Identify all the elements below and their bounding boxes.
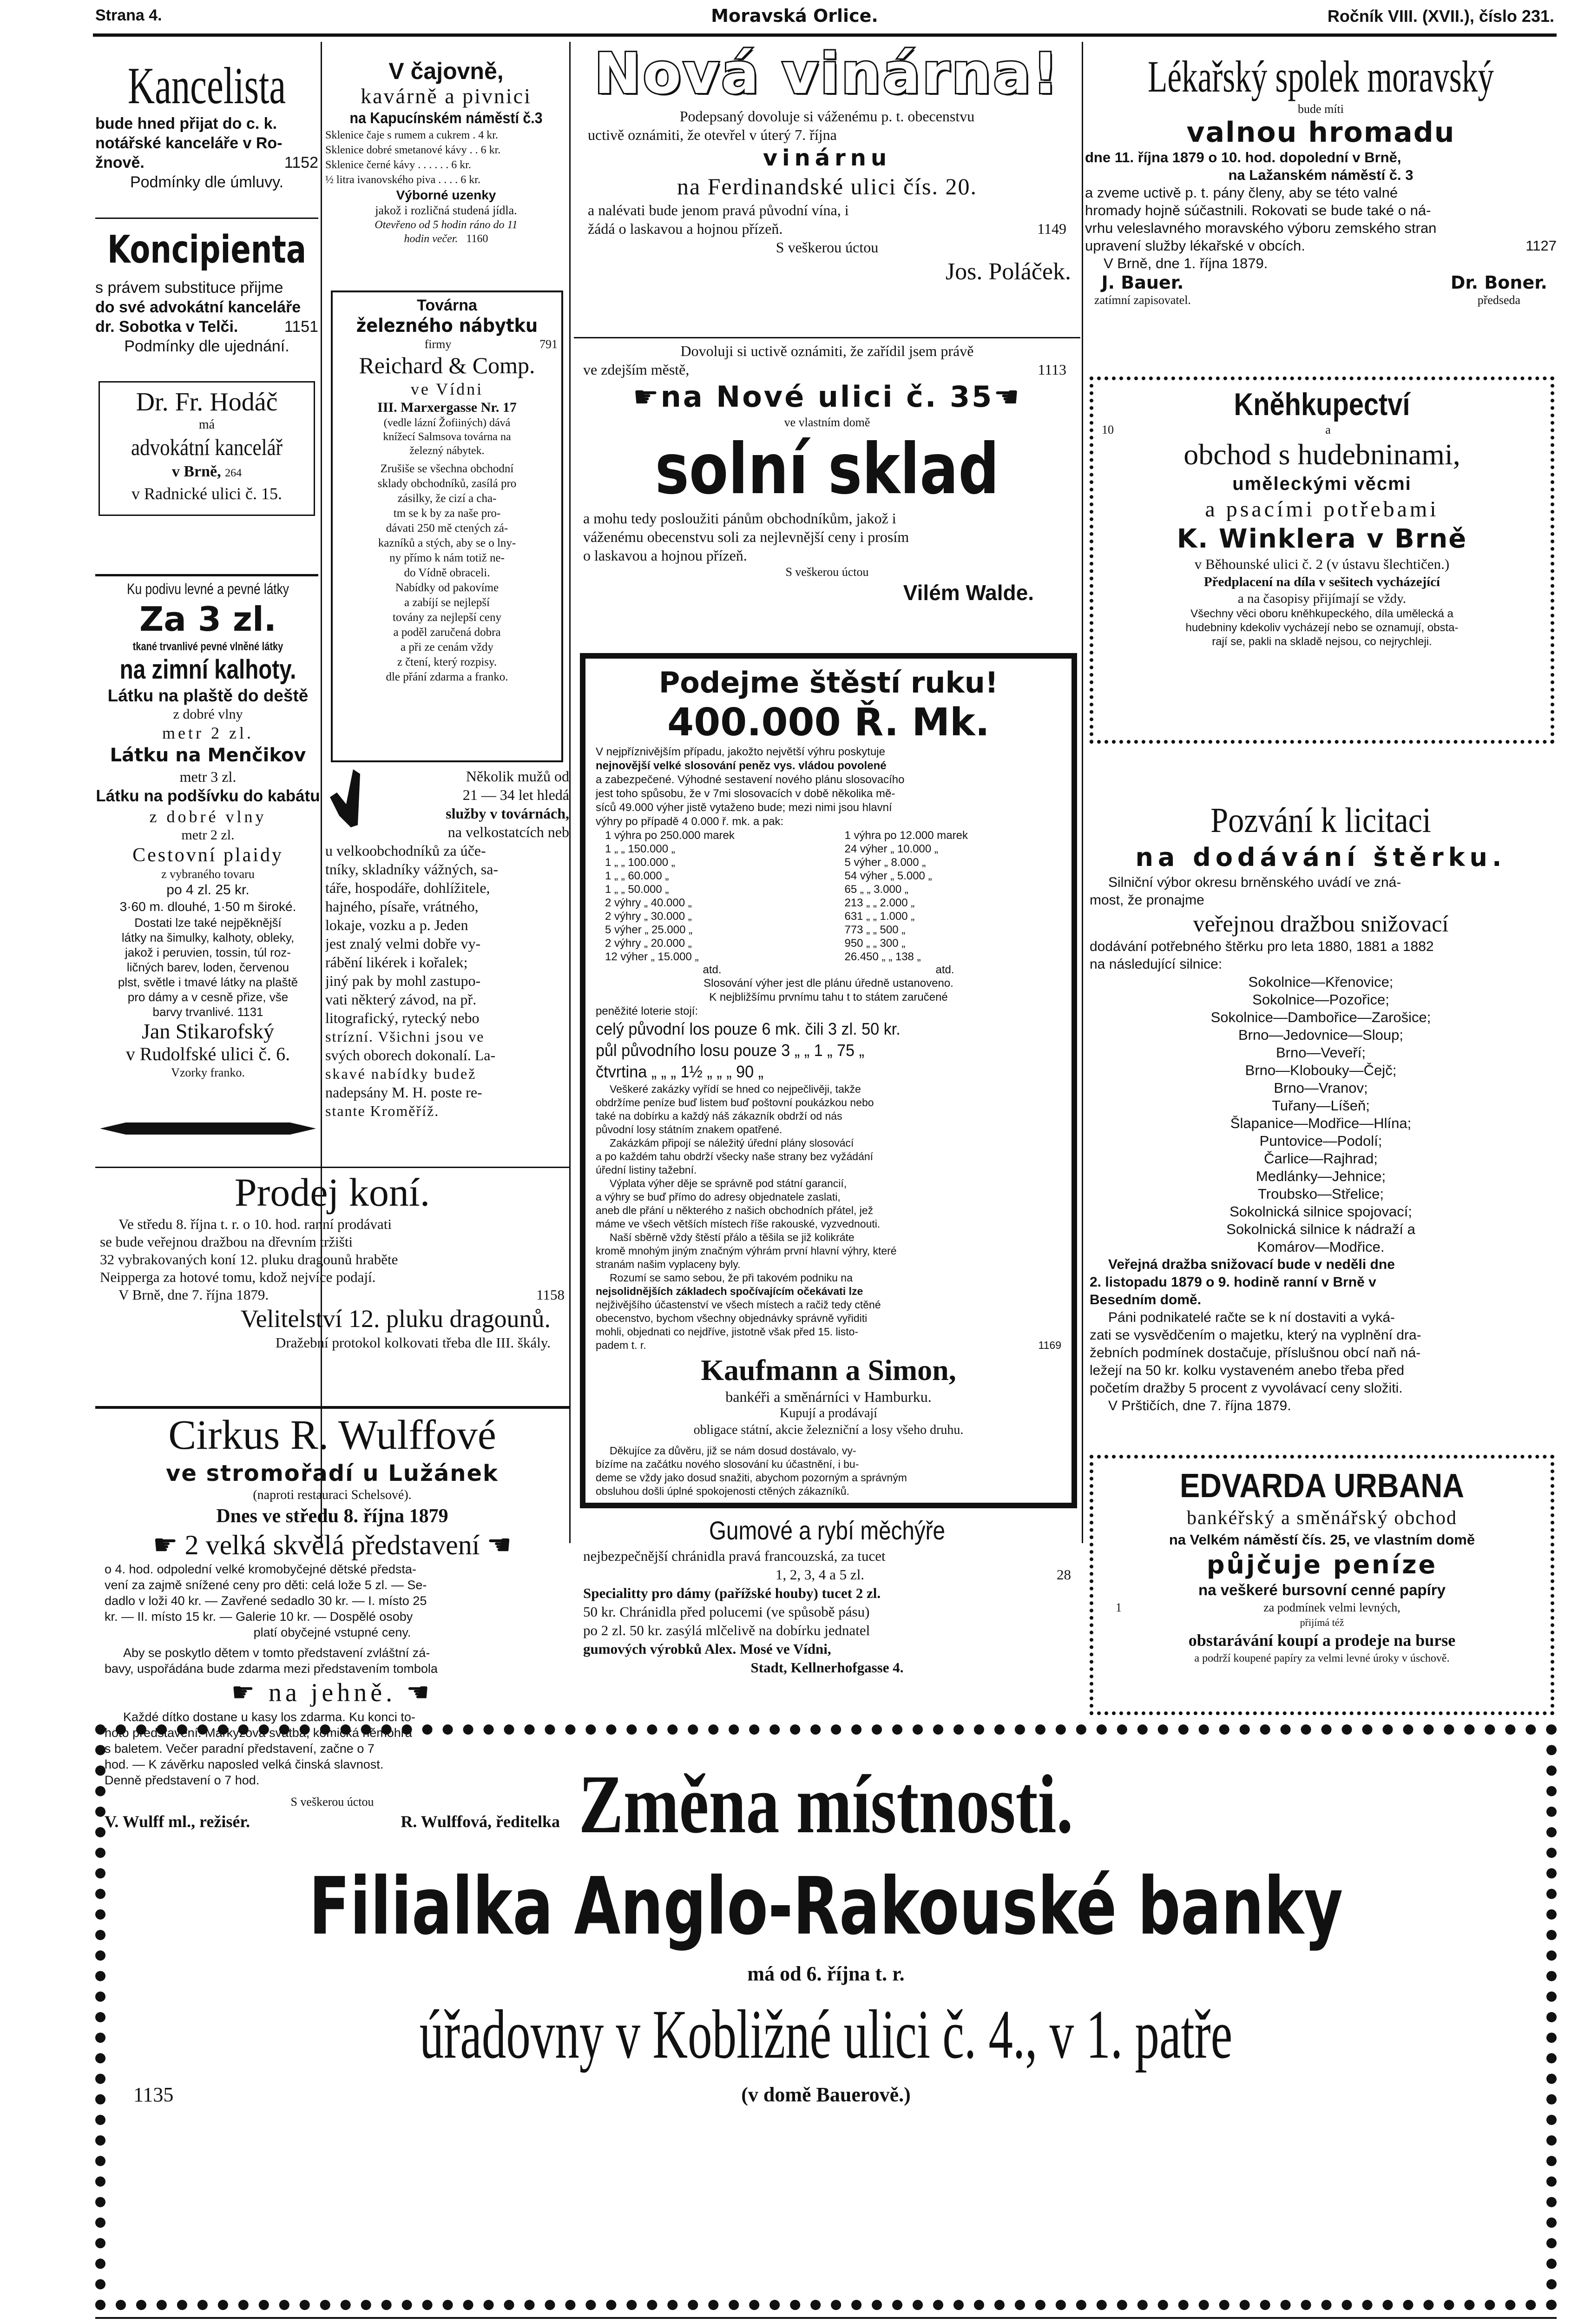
ad-title: Pozvání k licitaci [1210,801,1431,840]
road-item: Medlánky—Jehnice; [1256,1168,1386,1184]
prize-cell: 1 „ „ 50.000 „ [605,883,669,896]
ad-vinarna [574,42,1080,376]
ad-title: Nová vinárna! [594,42,1060,106]
ad-text: v Brně, 264 [171,463,242,480]
ad-text: bude hned přijat do c. k. [95,115,277,132]
pointing-hand-icon: ☛ [231,1678,269,1707]
ad-text: a poděl zaručená dobra [393,626,501,639]
prize-cell: 631 „ „ 1.000 „ [844,910,915,923]
prize-row [596,950,1061,964]
ad-text: metr 3 zl. [179,768,237,785]
road-item: Sokolnická silnice spojovací; [1229,1203,1412,1220]
divider [95,1406,569,1409]
ad-text: ny přímo k nám totiž ne- [389,552,505,564]
ad-text: továny za nejlepší ceny [393,611,501,624]
ad-text: notářské kanceláře v Ro- [95,134,283,152]
ad-anglo-rakouska-banka [95,1724,1557,2310]
ad-text: atd. [703,964,722,976]
ad-text: (vedle lázní Žofiiných) dává [383,417,511,429]
ad-text: uměleckými věcmi [1232,474,1412,494]
ad-text: dávati 250 mě ctených zá- [386,522,508,535]
ad-text: Reichard & Comp. [359,352,535,378]
ad-text: Veškeré zakázky vyřídí se hned co nejpečlivěji, takže obdržíme peníze buď listem buď poštovní poukázkou nebo také na dobírku a každý náš zákazník obdrží od nás původní losy státním znakem opatřené. Zakázkám připojí se náležitý úřední plány slosovácí a po každém tahu obdrží všecky naše strany bez vyžádání úřední listiny tažební. Výplata výher děje se správně pod státní garancií, a výhry se buď přímo do adresy objednatele zaslati, aneb dle přání u některého z našich obchodních přátel, jež máme ve všech větších místech říše rakouské, vyzvednouti. Naší sběrně vždy štěstí přálo a těšila se již kolikráte kromě mnohým jiným značným výhrám první hlavní výhry, které stranám našim vyplaceny byly. Rozumí se samo sebou, že při takovém podniku na nejsolidnějších základech spočívajícím očekávati lze nejživějšího účastenství ve všech místech a račiž tedy ctěné obecenstvo, bychom všechny objednávky správně vyřiditi mohli, objednati co nejdříve, jistotně však před 15. listo- padem t. r. 1169 [596,1083,1061,1351]
ad-text: a podrží koupené papíry za velmi levné úroky v úschově. [1194,1652,1450,1664]
ad-text: úřadovny v Kobližné ulici č. 4., v 1. patře [419,1996,1233,2073]
ad-text: Dnes ve středu 8. října 1879 [216,1505,448,1527]
ad-text: skavé nabídky budež [325,1065,477,1082]
ad-signature: V. Wulff ml., režisér. [105,1812,250,1831]
pointing-hand-icon: ☛ [152,1530,185,1560]
ad-text: z dobré vlny [149,807,267,826]
ad-text: Dražební protokol kolkovati třeba dle III. škály. [276,1334,551,1351]
ad-text: ve zdejším městě, 1113 [583,361,1066,378]
ad-title: Změna místnosti. [579,1758,1073,1850]
ad-licitace [1085,799,1557,1473]
ad-subtitle: Filialka Anglo-Rakouské banky [309,1861,1343,1953]
prize-cell: 26.450 „ „ 138 „ [844,951,921,963]
ad-text: předseda [1477,293,1521,307]
decorative-bar [100,1122,316,1135]
footer-imprint [95,2322,1557,2324]
ad-text: ve Vídni [410,380,484,398]
ad-text: Továrna [417,297,477,314]
pointing-hand-icon: ☛ [633,380,661,414]
pointing-hand-icon: ☚ [396,1678,434,1707]
ad-text: Děkujíce za důvěru, již se nám dosud dostávalo, vy- bízíme na začátku nového slosování ku účastnění, i bu- deme se vždy jako dosud snažiti, abychom pozorným a správným obsluhou došli úplné spokojenosti ctěných zákazníků. [596,1445,907,1497]
ad-text: 3·60 m. dlouhé, 1·50 m široké. [119,899,296,914]
ad-title: Koncipienta [107,228,307,272]
menu-item: Sklenice černé kávy . . . . . . 6 kr. [325,159,471,171]
ad-solni-sklad [574,342,1080,644]
ad-text: 1 za podmínek velmi levných, [1116,1601,1400,1614]
ad-subtitle: ☛na Nové ulici č. 35☚ [633,380,1021,414]
masthead: Moravská Orlice. [711,6,878,26]
ad-text: Zrušiše se všechna obchodní [380,462,514,475]
ad-title: Kancelista [127,58,286,115]
ad-text: Ve středu 8. října t. r. o 10. hod. ranní prodávati se bude veřejnou dražbou na dřevním tržišti 32 vybrakovaných koní 12. pluku dragounů hraběte Neipperga za hotové tomu, kdož nejvíce podají. V Brně, dne 7. října 1879. 1158 [100,1216,565,1303]
ad-text: služby v továrnách, [446,805,569,822]
ad-urban [1090,1455,1554,1715]
ad-text: přijímá též [1300,1617,1344,1628]
ad-text: rábění likérek i kořalek; [325,954,468,971]
ad-subtitle: ☛ na jehně. ☚ [231,1678,434,1707]
prize-cell: 1 výhra po 250.000 marek [605,829,735,842]
road-item: Šlapanice—Modřice—Hlína; [1230,1115,1412,1131]
ad-text: 1135 (v domě Bauerově.) [133,2083,911,2106]
ad-text: dr. Sobotka v Telči. 1151 [95,318,318,336]
footer-rule [95,2317,1557,2319]
ad-latky [95,579,321,1118]
ad-text: K. Winklera v Brně [1177,524,1467,554]
divider [95,1167,569,1168]
ad-text: bankéři a směnárníci v Hamburku. Kupují a prodávají obligace státní, akcie železniční a losy všeho druhu. [693,1388,964,1437]
column-divider [569,42,571,1543]
ad-text: S veškerou úctou [290,1795,374,1809]
ad-text: Vzorky franko. [171,1066,245,1079]
ad-text: na Velkém náměstí čís. 25, ve vlastním domě [1169,1532,1475,1548]
ad-text: S veškerou úctou [776,239,879,256]
ad-text: strízní. Všichni jsou ve [325,1028,485,1045]
ad-text: kavárně a pivnici [361,84,532,108]
road-item: Tuřany—Líšeň; [1272,1097,1370,1114]
ad-text: V nejpříznivějším případu, jakožto největší výhru poskytuje nejnovější velké slosování peněz vys. vládou povolené a zabezpečené. Výhodné sestavení nového plánu slosovacího jest toho spůsobu, že v 7mi slosovacích v době několika mě- síců 49.000 výher jistě vytaženo bude; mezi nimi jsou hlavní výhry po případě 4 0.000 ř. mk. a pak: [596,746,905,828]
ad-text: dodávání potřebného štěrku pro leta 1880, 1881 a 1882 na následující silnice: [1090,939,1434,972]
road-item: Troubsko—Střelice; [1257,1186,1384,1202]
prize-cell: 1 „ „ 150.000 „ [605,843,675,855]
ad-text: Ku podivu levné a pevné látky [127,581,289,597]
ad-text: dle přání zdarma a franko. [386,671,508,683]
ad-signature: J. Bauer. [1101,272,1184,293]
ad-text: Cestovní plaidy [132,845,283,866]
ad-subtitle: valnou hromadu [1186,116,1455,149]
ad-title: solní sklad [655,429,999,510]
ad-prodej-koni [95,1169,569,1411]
ad-text: Dostati lze také nejpěknější [134,916,282,930]
pointing-hand-icon: ☚ [480,1530,512,1560]
ad-text: po 4 zl. 25 kr. [166,882,250,898]
prize-cell: 2 výhry „ 40.000 „ [605,897,692,909]
prize-cell: 213 „ „ 2.000 „ [844,897,915,909]
ad-signature: Dr. Boner. [1450,272,1547,293]
ad-text: z čtení, který rozpisy. [397,656,497,668]
ad-text: Slosování výher jest dle plánu úředně ustanoveno. K nejbližšímu prvnímu tahu t to státem zaručené peněžité loterie stojí: [596,977,953,1017]
ad-text: sklady obchodníků, zasílá pro [377,477,517,490]
ad-text: Nabídky od pakovíme [395,581,499,594]
ad-koncipienta [95,222,318,380]
ad-text: firmy 791 [424,337,558,351]
ad-text: zatímní zapisovatel. [1094,293,1191,307]
ad-text: a při ze cenám vždy [401,641,493,654]
ad-text: svých oborech dokonalí. La- [325,1047,496,1063]
ad-signature: Jos. Poláček. [945,258,1071,285]
road-item: Sokolnická silnice k nádraží a [1226,1221,1415,1237]
ad-text: u velkoobchodníků za úče- [325,842,486,859]
ad-text: táře, hospodáře, dohlížitele, [325,879,490,896]
ad-text: jiný pak by mohl zastupo- [325,972,481,989]
prize-table [596,829,1061,964]
prize-row [596,896,1061,910]
ad-text: Několik mužů od [466,768,569,785]
divider [95,218,318,219]
ad-text: do své advokátní kanceláře [95,298,301,316]
ad-text: Látku na podšívku do kabátu [96,787,320,805]
ad-text: zásilky, že cizí a cha- [397,492,497,505]
prize-cell: 24 výher „ 10.000 „ [844,843,938,855]
ad-text: tkané trvanlivé pevné vlněné látky [132,640,283,653]
prize-cell: 5 výher „ 8.000 „ [844,856,926,869]
ad-text: ličných barev, loden, červenou [126,960,289,974]
ad-text: v Rudolfské ulici č. 6. [125,1043,290,1064]
ad-text: plst, světle i tmavé látky na plaště [118,975,298,989]
ad-amount: 400.000 Ř. Mk. [667,700,990,745]
ad-text: Veřejná dražba snižovací bude v neděli dne 2. listopadu 1879 o 9. hodině ranní v Brně v Besedním domě. Páni podnikatelé račte se k ní dostaviti a vyká- zati se vysvědčením o majetku, který na vyplnění dra- žebních podmínek dostačuje, příslušnou obcí naň ná- ležejí na 50 kr. kolku vystaveném anebo třeba před početím dražby 5 procent z vyvolávací ceny složiti. V Prštičích, dne 7. října 1879. [1090,1257,1421,1413]
ad-signature: Vilém Walde. [903,581,1034,605]
ad-tovarna [331,290,563,762]
ad-loterie [580,653,1077,1508]
ad-text: jakož i peruvien, tossin, túl roz- [125,945,291,959]
prize-cell: 5 výher „ 25.000 „ [605,924,693,936]
ad-text: obstarávání koupí a prodeje na burse [1188,1631,1456,1650]
ad-text: jakož i rozličná studená jídla. [375,204,517,217]
ad-text: bankéřský a směnářský obchod [1186,1507,1458,1529]
ad-text: s právem substituce přijme [95,279,283,297]
prize-cell: 2 výhry „ 20.000 „ [605,937,692,950]
prize-row [596,910,1061,923]
ad-text: atd. [935,964,954,976]
prize-cell: 773 „ „ 500 „ [844,924,906,936]
ad-title: Gumové a rybí měchýře [709,1516,945,1545]
ad-text: železný nábytek. [409,445,485,457]
ad-text: ve stromořadí u Lužánek [166,1460,499,1486]
prize-row [596,923,1061,937]
ad-text: dne 11. října 1879 o 10. hod. dopolední v Brně, na Lažanském náměstí č. 3 a zveme uctivě p. t. pány členy, aby se této valné hromady hojně súčastnili. Rokovati se bude také o ná- vrhu veleslavného moravského výboru zemského stran upravení služby lékařské v obcích. 1127 V Brně, dne 1. října 1879. [1085,149,1557,271]
ad-text: (naproti restauraci Schelsové). [253,1488,412,1502]
ad-text: tníky, skladníky vážných, sa- [325,861,499,878]
road-item: Brno—Vranov; [1274,1080,1368,1096]
ad-text: Předplacení na díla v sešitech vycházející a na časopisy přijímají se vždy. [1203,574,1440,606]
prize-cell: 12 výher „ 15.000 „ [605,951,699,963]
ad-text: kazníků a stých, aby se o lny- [378,537,516,549]
ad-text: látky na šimulky, kalhoty, obleky, [121,931,295,944]
ad-firm: Kaufmann a Simon, [701,1353,956,1386]
ad-text: na velkostatcích neb [447,824,569,840]
ad-text: tm se k by za naše pro- [393,507,501,520]
ad-text: ve vlastním domě [784,416,870,429]
ad-price: Za 3 zl. [139,600,276,639]
menu-item: Sklenice čaje s rumem a cukrem . 4 kr. [325,129,498,141]
issue-number: Ročník VIII. (XVII.), číslo 231. [1327,7,1554,26]
ad-text: a zabíjí se nejlepší [404,596,490,609]
road-item: Brno—Jedovnice—Sloup; [1238,1027,1403,1043]
prize-cell: 950 „ „ 300 „ [844,937,906,950]
ad-text: žádá o laskavou a hojnou přízeň. 1149 [588,220,1066,237]
ad-text: S veškerou úctou [785,565,869,579]
prize-cell: 65 „ „ 3.000 „ [844,883,908,896]
ad-cajovna [325,58,567,304]
pointing-hand-icon: ☚ [993,380,1021,414]
ad-text: Podmínky dle ujednání. [124,337,289,355]
ad-text: veřejnou dražbou snižovací [1193,911,1449,937]
ad-text: do Vídně obraceli. [404,567,490,579]
prize-row [596,883,1061,896]
ad-title: Lékařský spolek moravský [1148,52,1494,101]
prize-cell: 1 „ „ 60.000 „ [605,870,669,882]
road-item: Komárov—Modřice. [1257,1239,1385,1255]
road-item: Sokolnice—Křenovice; [1248,974,1394,990]
ad-mechyre [574,1514,1080,1700]
prize-row [596,842,1061,856]
ad-text: barvy trvanlivé. 1131 [152,1005,263,1019]
ad-text: Dovoluji si uctivě oznámiti, že zařídil jsem právě [680,343,974,359]
ad-text: Látku na plaště do deště [107,686,309,705]
ad-text: a mohu tedy posloužiti pánům obchodníkům, jakož i [583,510,896,527]
ad-text: Otevřeno od 5 hodin ráno do 11 [375,219,518,231]
ad-subtitle: ☛ 2 velká skvělá představení ☚ [152,1530,512,1560]
ad-text: lokaje, vozku a p. Jeden [325,917,468,933]
ad-signature: Velitelství 12. pluku dragounů. [240,1305,551,1333]
ad-text: na zimní kalhoty. [119,654,296,685]
prize-cell: 1 „ „ 100.000 „ [605,856,675,869]
ad-text: v Radnické ulici č. 15. [131,484,282,503]
ad-signature: R. Wulffová, ředitelka [401,1812,560,1831]
road-list [1085,973,1557,1256]
ad-text: pro dámy a v cesně přize, vše [127,990,289,1004]
ad-text: Silniční výbor okresu brněnského uvádí ve zná- most, že pronajme [1090,875,1401,908]
ad-knihkupectvi [1090,376,1554,744]
ad-subtitle: na dodávání štěrku. [1135,843,1506,872]
ad-subtitle: půjčuje peníze [1206,1550,1438,1579]
ad-text: 21 — 34 let hledá [462,786,569,803]
ad-title: železného nábytku [356,315,538,337]
road-item: Sokolnice—Pozořice; [1252,991,1389,1008]
ad-title: Kněhkupectví [1234,387,1410,422]
ad-text: a nalévati bude jenom pravá původní vína, i [588,202,849,218]
ad-text: má od 6. října t. r. [747,1962,905,1985]
ad-lekarsky-spolek [1085,51,1557,376]
ad-text: váženému obecenstvu soli za nejlevnější ceny i prosím [583,528,909,545]
road-item: Brno—Veveří; [1276,1044,1366,1061]
ad-text: nejbezpečnější chránidla pravá francouzská, za tucet 1, 2, 3, 4 a 5 zl. 28 Specialitty pro dámy (pařížské houby) tucet 2 zl. 50 kr. Chránidla před polucemi (ve spůsobě pásu) po 2 zl. 50 kr. zasýlá mlčelivě na dobírku jednatel gumových výrobků Alex. Mosé ve Vídni, Stadt, Kellnerhofgasse 4. [583,1548,1071,1676]
ad-title: Prodej koní. [234,1170,430,1215]
prize-cell: 2 výhry „ 30.000 „ [605,910,692,923]
road-item: Puntovice—Podolí; [1259,1133,1382,1149]
road-item: Sokolnice—Dambořice—Zarošice; [1210,1009,1431,1025]
ad-text: 10 a [1102,423,1331,436]
prize-row [596,869,1061,883]
column-divider [1082,42,1083,1543]
ad-subtitle: vinárnu [763,145,892,171]
ad-text: Výborné uzenky [396,188,496,202]
ad-title: V čajovně, [388,58,504,84]
ad-text: nadepsány M. H. poste re- [325,1084,482,1101]
ad-text: metr 2 zl. [162,724,254,742]
ad-text: bude míti [1298,102,1344,116]
ad-text: o laskavou a hojnou přízeň. [583,547,747,564]
divider [95,574,318,576]
ad-text: v Běhounské ulici č. 2 (v ústavu šlechtičen.) [1194,556,1450,572]
ad-text: má [198,417,215,432]
ad-text: celý původní los pouze 6 mk. čili 3 zl. 50 kr. půl původního losu pouze 3 „ „ 1 „ 75 „ čtvrtina „ „ „ 1½ „ „ „ 90 „ [596,1019,901,1081]
ad-hodac [99,381,315,516]
ad-text: žnově. 1152 [95,154,318,172]
ad-text: z dobré vlny [173,706,243,722]
ad-text: o 4. hod. odpolední velké kromobyčejné dětské předsta- vení za zajmě snížené ceny pro děti: celá lože 5 zl. — Se- dadlo v loži 40 kr. — Zavřené sedadlo 30 kr. — I. místo 25 kr. — II. místo 15 kr. — Galerie 10 kr. — Dospělé osoby platí obyčejné vstupné ceny. Aby se poskytlo dětem v tomto představení zvláštní zá- bavy, uspořádána bude zdarma mezi představením tombola [105,1562,438,1676]
prize-cell: 54 výher „ 5.000 „ [844,870,932,882]
ad-muzu [325,767,569,1167]
ad-text: Podepsaný dovoluje si váženému p. t. obecenstvu [679,108,975,125]
prize-row [596,856,1061,869]
ad-text: z vybraného tovaru [161,867,255,881]
ad-text: metr 2 zl. [181,827,235,843]
ad-text: litografický, rytecký nebo [325,1010,480,1026]
menu-item: ½ litra ivanovského piva . . . . 6 kr. [325,174,480,186]
ad-title: Podejme štěstí ruku! [658,666,999,700]
ad-text: III. Marxergasse Nr. 17 [377,400,517,415]
ad-text: hajného, písaře, vrátného, [325,898,479,915]
ad-text: Každé dítko dostane u kasy los zdarma. Ku konci to- hoto představení: Markyzova svatba, komická němohra s baletem. Večer paradní představení, začne o 7 hod. — K závěrku naposled velká činská slavnost. Denně představení o 7 hod. [105,1710,415,1787]
ad-title: Cirkus R. Wulffové [168,1412,496,1458]
menu-item: Sklenice dobré smetanové kávy . . 6 kr. [325,144,501,156]
ad-text: jest znalý velmi dobře vy- [325,935,481,952]
ad-text: Všechny věci oboru kněhkupeckého, díla umělecká a hudebniny kdekoliv vycházejí nebo se oznamují, obsta- rají se, pakli na skladě nejsou, co nejrychleji. [1185,607,1459,648]
prize-cell: 1 výhra po 12.000 marek [844,829,968,842]
ad-subtitle: obchod s hudebninami, [1183,438,1460,471]
ad-text: Podmínky dle úmluvy. [130,173,284,191]
ad-text: Látku na Menčikov [110,745,306,766]
ad-text: a psacími potřebami [1205,497,1439,522]
prize-row [596,937,1061,950]
ad-text: hodin večer. 1160 [404,233,488,245]
ad-title: Dr. Fr. Hodáč [136,388,278,416]
ad-text: stante Kroměříž. [325,1103,440,1119]
prize-row [596,829,1061,842]
ad-signature: Jan Stikarofský [142,1019,274,1043]
ad-title: EDVARDA URBANA [1180,1467,1464,1505]
ad-text: uctivě oznámiti, že otevřel v úterý 7. října [588,126,837,143]
ad-text: na Kapucínském náměstí č.3 [349,109,543,126]
header-rule [93,33,1557,37]
ad-text: vati některý závod, na př. [325,991,477,1008]
ad-text: na veškeré bursovní cenné papíry [1198,1581,1446,1598]
ad-text: advokátní kancelář [131,434,283,460]
page-number: Strana 4. [95,7,162,24]
ad-text: knížecí Salmsova továrna na [383,431,511,443]
ad-kancelista [95,58,318,211]
ad-text: na Ferdinandské ulici čís. 20. [677,173,977,199]
divider [574,337,1080,338]
road-item: Brno—Klobouky—Čejč; [1245,1062,1397,1078]
road-item: Čarlice—Rajhrad; [1264,1150,1378,1167]
